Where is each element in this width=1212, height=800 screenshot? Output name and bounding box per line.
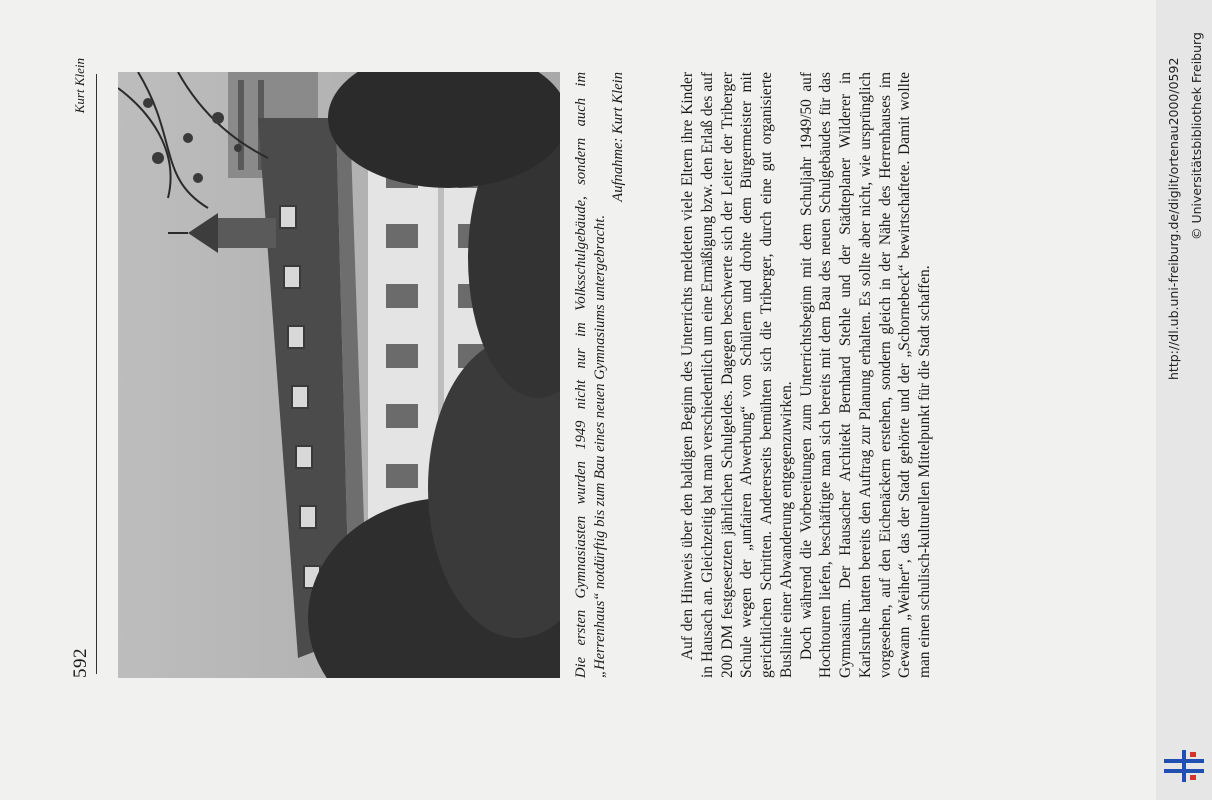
figure-caption-text: Die ersten Gymnasiasten wurden 1949 nicht nur im Volksschulgebäude, sondern auch im „Herrenhaus“ notdürftig bis zum Bau eines neuen Gymnasiums untergebracht.: [573, 72, 608, 678]
photo-herrenhaus-image: [118, 72, 560, 678]
ub-freiburg-logo-icon: [1162, 748, 1206, 784]
source-url-link[interactable]: http://dl.ub.uni-freiburg.de/diglit/ortenau2000/0592: [1166, 57, 1181, 380]
figure-caption: [572, 72, 628, 678]
running-head-author: Kurt Klein: [72, 58, 87, 114]
copyright-notice: © Universitätsbibliothek Freiburg: [1189, 32, 1204, 240]
body-text: [678, 72, 935, 678]
page-number: 592: [70, 648, 91, 678]
figure-credit: Aufnahme: Kurt Klein: [610, 72, 626, 202]
photo-herrenhaus: [118, 72, 560, 678]
header-rule: [96, 74, 97, 674]
body-paragraph-1: Auf den Hinweis über den baldigen Beginn des Unterrichts meldeten viele Eltern ihre Kinder in Hausach an. Gleichzeitig bat man verschiedentlich um eine Ermäßigung bzw. den Erlaß des auf 200 DM festgesetzten jährlichen Schulgeldes. Dagegen beschwerte sich der Leiter der Triberger Schule wegen der „unfairen Abwerbung“ von Schülern und drohte dem Bürgermeister mit gerichtlichen Schritten. Andererseits bemühten sich die Triberger, durch eine gut organisierte Buslinie einer Abwanderung entgegenzuwirken.: [679, 72, 795, 678]
body-paragraph-2: Doch während die Vorbereitungen zum Unterrichtsbeginn mit dem Schuljahr 1949/50 auf Hochtouren liefen, beschäftigte man sich bereits mit dem Bau des neuen Schulgebäudes für das Gymnasium. Der Hausacher Architekt Bernhard Stehle und der Städteplaner Wilderer in Karlsruhe hatten bereits den Auftrag zur Planung erhalten. Es sollte aber nicht, wie ursprünglich vorgesehen, auf den Eichenäckern erstehen, sondern gleich in der Nähe des Herrenhauses im Gewann „Weiher“, das der Stadt gehörte und der „Schornebeck“ bewirtschaftete. Damit wollte man einen schulisch-kulturellen Mittelpunkt für die Stadt schaffen.: [797, 72, 933, 678]
